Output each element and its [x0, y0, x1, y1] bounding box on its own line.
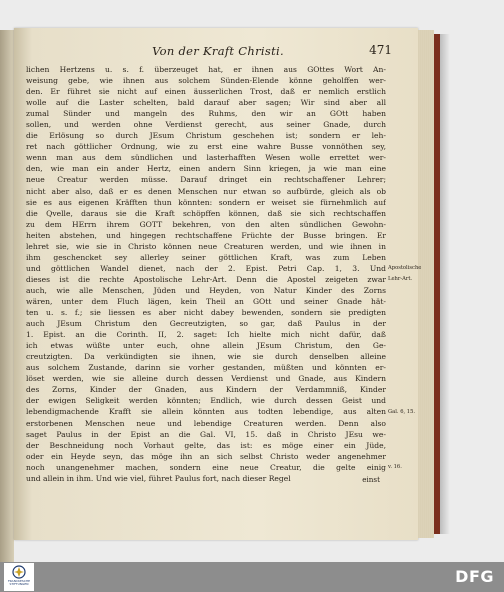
text-line: creutzigten. Da verkündigten sie ihnen, wie sie durch denselben alleine — [26, 352, 386, 362]
text-line: des Zorns, Kinder der Gnaden, aus Kindern der Verdammniß, Kinder — [26, 385, 386, 395]
text-line: der ewigen Seligkeit werden könnten; Endlich, wie durch dessen Geist und — [26, 396, 386, 406]
text-line: löset werden, wie sie alleine durch dessen Verdienst und Gnade, aus Kindern — [26, 374, 386, 384]
library-logo[interactable] — [4, 563, 34, 591]
text-line: und göttlichen Wandel dienet, nach der 2. Epist. Petri Cap. 1, 3. Und — [26, 263, 386, 273]
text-line: weisung gebe, wie ihnen aus solchem Sünden-Elende könne geholffen wer- — [26, 76, 386, 86]
text-line: zumal Sünder und mangeln des Ruhms, den wir an GOtt haben — [26, 109, 386, 119]
text-line: den, wie man ein ander Hertz, einen andern Sinn kriegen, ja wie man eine — [26, 164, 386, 174]
text-line: wären, unter dem Fluch lägen, kein Theil an GOtt und seiner Gnade hät- — [26, 296, 386, 306]
text-line: oder ein Heyde seyn, das möge ihn an sich selbst Christo weder angenehmer — [26, 451, 386, 461]
page-fore-edge — [418, 30, 434, 538]
text-line: ihm geschencket sey allerley seiner göttlichen Kraft, was zum Leben — [26, 252, 386, 262]
left-page-edge — [0, 30, 14, 562]
catchword: einst — [362, 475, 380, 484]
text-line: und allein in ihm. Und wie viel, führet Paulus fort, nach dieser Regel — [26, 473, 291, 483]
text-line: den. Er führet sie nicht auf einen äusserlichen Trost, daß er nemlich erstlich — [26, 87, 386, 97]
text-line: heiten abstehen, und hingegen rechtschaffene Früchte der Busse bringen. Er — [26, 230, 386, 240]
text-line: die Erlösung so durch JEsum Christum geschehen ist; sondern er leh- — [26, 131, 386, 141]
library-logo-text: FRANCKESCHE STIFTUNGEN — [7, 579, 31, 587]
text-line: ret nach göttlicher Ordnung, wie zu erst eine wahre Busse vonnöthen sey, — [26, 142, 386, 152]
margin-note: v. 16. — [388, 463, 402, 470]
text-line: wolle auf die Laster schelten, bald darauf aber sagen; Wir sind aber all — [26, 98, 386, 108]
text-line: die Qvelle, daraus sie die Kraft schöpffen können, daß sie sich rechtschaffen — [26, 208, 386, 218]
text-line: erstorbenen Menschen neue und lebendige Creaturen werden. Denn also — [26, 418, 386, 428]
text-line: aus solchem Zustande, darinn sie vorher gestanden, müßten und könnten er- — [26, 363, 386, 373]
text-line: wenn man aus dem sündlichen und lasterhafften Wesen wolle errettet wer- — [26, 153, 386, 163]
margin-note: Apostolische — [388, 264, 422, 271]
text-line: dieses ist die rechte Apostolische Lehr-Art. Denn die Apostel zeigeten zwar — [26, 274, 386, 284]
footer-bar — [0, 562, 504, 592]
text-line: zu dem HErrn ihrem GOTT bekehren, von den alten sündlichen Gewohn- — [26, 219, 386, 229]
text-line: sie es aus eigenen Kräfften thun könnten: sondern er weiset sie fürnehmlich auf — [26, 197, 386, 207]
cover-shadow — [440, 34, 450, 534]
margin-note: Lehr-Art. — [388, 275, 413, 282]
text-line: auch, wie alle Menschen, Jüden und Heyden, von Natur Kinder des Zorns — [26, 285, 386, 295]
running-title: Von der Kraft Christi. — [152, 44, 284, 58]
body-text — [26, 64, 386, 484]
library-emblem-icon — [12, 565, 26, 579]
text-line: lebendigmachende Krafft sie allein könnten aus todten lebendige, aus alten — [26, 407, 386, 417]
text-line: saget Paulus in der Epist an die Gal. VI, 15. daß in Christo JEsu we- — [26, 429, 386, 439]
text-line: neue Creatur werden müsse. Darauf dringet ein rechtschaffener Lehrer; — [26, 175, 386, 185]
text-line: ten u. s. f.; sie liessen es aber nicht dabey bewenden, sondern sie predigten — [26, 308, 386, 318]
text-line: lehret sie, wie sie in Christo können neue Creaturen werden, und wie ihnen in — [26, 241, 386, 251]
text-line: sollen, und werden ohne Verdienst gerecht, aus seiner Gnade, durch — [26, 120, 386, 130]
text-line: lichen Hertzens u. s. f. überzeuget hat, er ihnen aus GOttes Wort An- — [26, 65, 386, 74]
text-line: noch unangenehmer machen, sondern eine neue Creatur, die gelte einig — [26, 462, 386, 472]
text-line: nicht aber also, daß er es denen Menschen nur etwan so aufbürde, gleich als ob — [26, 186, 386, 196]
running-head — [62, 44, 392, 64]
text-line: ich etwas wüßte unter euch, ohne allein JEsum Christum, den Ge- — [26, 341, 386, 351]
text-line: auch JEsum Christum den Gecreutzigten, so gar, daß Paulus in der — [26, 319, 386, 329]
dfg-logo[interactable]: DFG — [455, 567, 494, 586]
text-line: 1. Epist. an die Corinth. II, 2. saget: Ich hielte mich nicht dafür, daß — [26, 330, 386, 340]
page-number: 471 — [369, 43, 392, 57]
text-line: der Beschneidung noch Vorhaut gelte, das ist: es möge einer ein Jüde, — [26, 440, 386, 450]
catchword-line — [26, 475, 386, 487]
margin-note: Gal. 6, 15. — [388, 408, 416, 415]
